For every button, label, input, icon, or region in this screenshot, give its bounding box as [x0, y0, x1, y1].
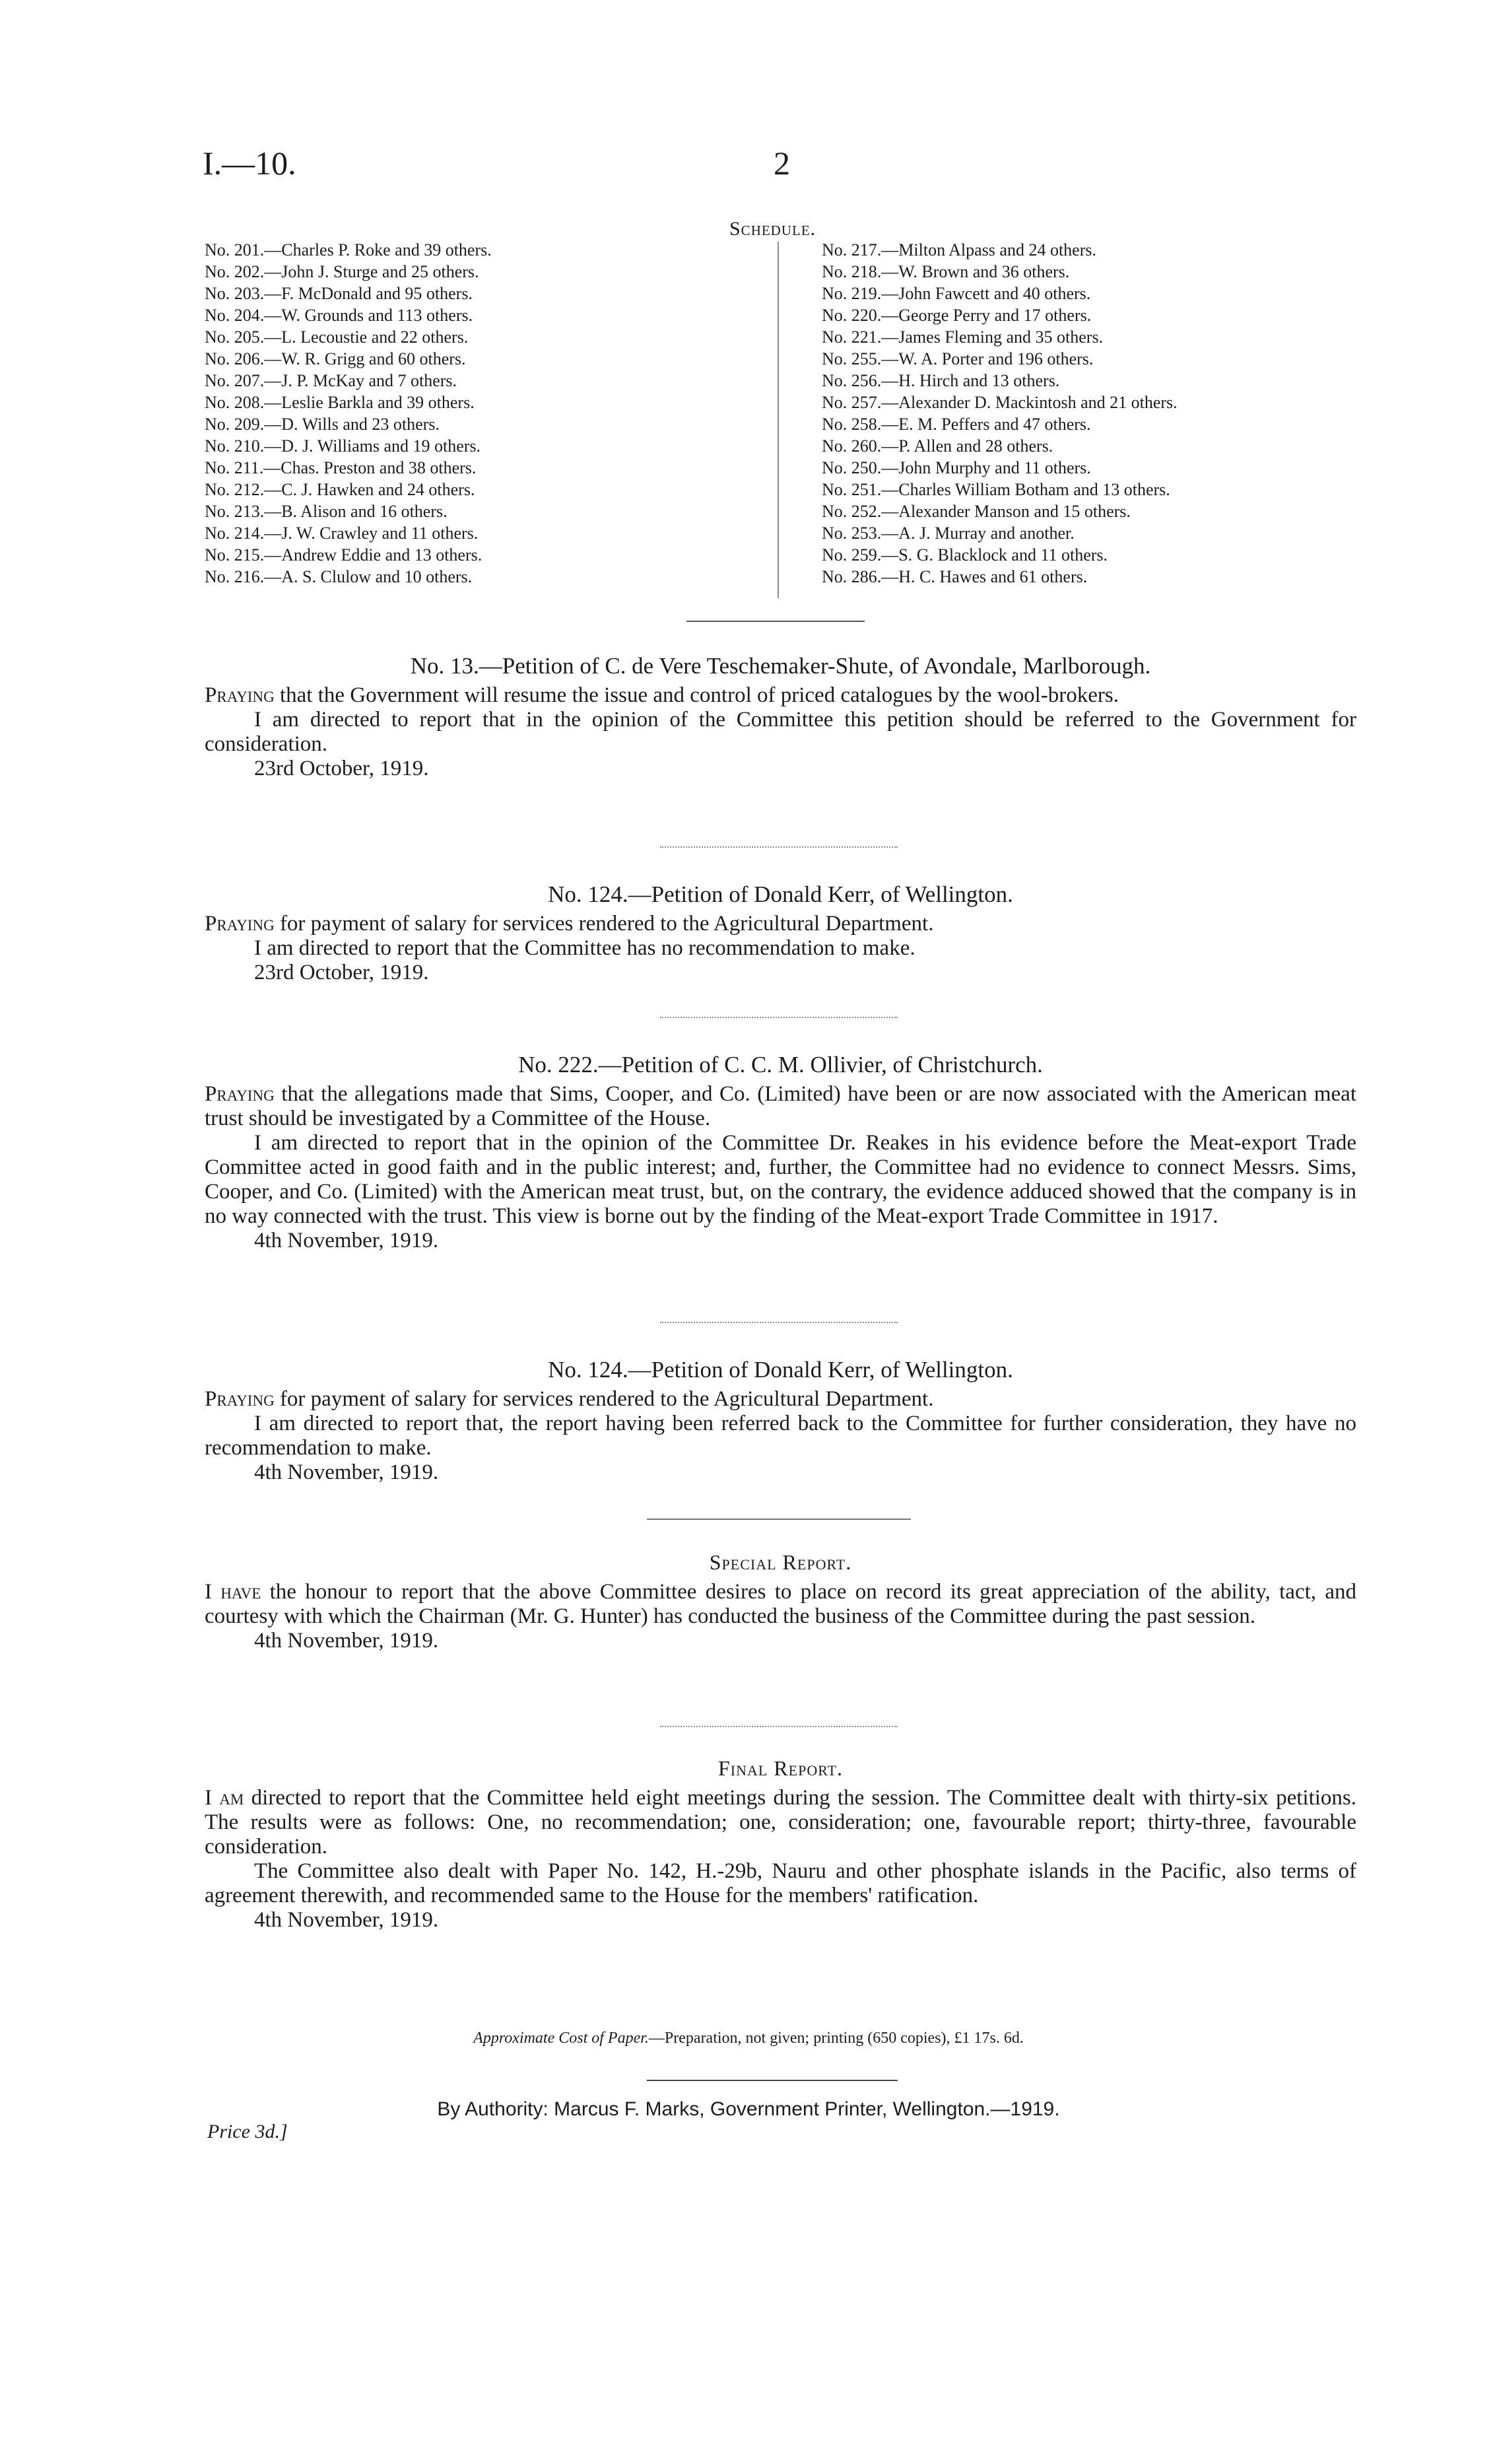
- schedule-entry: No. 258.—E. M. Peffers and 47 others.: [822, 415, 1091, 434]
- petition-124-section: [205, 882, 1356, 985]
- praying-text: that the allegations made that Sims, Cooper, and Co. (Limited) have been or are now associated with the American meat trust should be investigated by a Committee of the House.: [205, 1082, 1356, 1130]
- final-report-text: directed to report that the Committee held eight meetings during the session. The Committee dealt with thirty-six petitions. The results were as follows: One, no recommendation; one, consideration; one, favourable report; thirty-three, favourable consideration.: [205, 1786, 1356, 1859]
- schedule-entry: No. 255.—W. A. Porter and 196 others.: [822, 349, 1094, 368]
- praying-label: Praying: [205, 683, 275, 707]
- schedule-entry: No. 205.—L. Lecoustie and 22 others.: [205, 327, 469, 347]
- schedule-entry: No. 209.—D. Wills and 23 others.: [205, 415, 440, 434]
- schedule-entry: No. 217.—Milton Alpass and 24 others.: [822, 240, 1096, 259]
- printer-authority: By Authority: Marcus F. Marks, Government Printer, Wellington.—1919.: [437, 2098, 1060, 2120]
- schedule-left-column: [205, 239, 733, 588]
- petition-124-praying: [205, 912, 1356, 936]
- petition-222-section: [205, 1052, 1356, 1253]
- petition-124-further-report: I am directed to report that, the report having been referred back to the Committee for further consideration, they have no recommendation to make.: [205, 1412, 1356, 1460]
- petition-124-further-praying: [205, 1387, 1356, 1412]
- schedule-entry: No. 216.—A. S. Clulow and 10 others.: [205, 567, 473, 586]
- schedule-entry: No. 252.—Alexander Manson and 15 others.: [822, 502, 1131, 521]
- schedule-entry: No. 253.—A. J. Murray and another.: [822, 524, 1075, 543]
- schedule-entry: No. 257.—Alexander D. Mackintosh and 21 others.: [822, 393, 1178, 412]
- lead-word: I am: [205, 1786, 244, 1810]
- petition-124-date: 23rd October, 1919.: [254, 961, 429, 984]
- schedule-entry: No. 211.—Chas. Preston and 38 others.: [205, 458, 477, 477]
- special-report-body: [205, 1580, 1356, 1629]
- schedule-entry: No. 202.—John J. Sturge and 25 others.: [205, 262, 479, 281]
- final-report-body: [205, 1786, 1356, 1859]
- section-divider: [660, 1726, 898, 1727]
- schedule-right-column: [822, 239, 1350, 588]
- cost-text: —Preparation, not given; printing (650 copies), £1 17s. 6d.: [648, 2030, 1024, 2047]
- lead-word: I have: [205, 1580, 261, 1604]
- schedule-entry: No. 260.—P. Allen and 28 others.: [822, 436, 1053, 456]
- schedule-entry: No. 218.—W. Brown and 36 others.: [822, 262, 1070, 281]
- schedule-entry: No. 203.—F. McDonald and 95 others.: [205, 284, 473, 303]
- petition-222-report: I am directed to report that in the opinion of the Committee Dr. Reakes in his evidence before the Meat-export Trade Committee acted in good faith and in the public interest; and, further, the Committee had no evidence to connect Messrs. Sims, Cooper, and Co. (Limited) with the American meat trust, but, on the contrary, the evidence adduced showed that the company is in no way connected with the trust. This view is borne out by the finding of the Meat-export Trade Committee in 1917.: [205, 1131, 1356, 1228]
- schedule-entry: No. 215.—Andrew Eddie and 13 others.: [205, 545, 482, 565]
- petition-124-further-title: No. 124.—Petition of Donald Kerr, of Wellington.: [548, 1357, 1013, 1383]
- praying-label: Praying: [205, 1082, 275, 1106]
- section-divider: [660, 846, 898, 848]
- praying-text: for payment of salary for services rendered to the Agricultural Department.: [274, 1387, 934, 1411]
- section-divider: [660, 1322, 898, 1323]
- petition-124-further-date: 4th November, 1919.: [254, 1460, 439, 1484]
- price: Price 3d.]: [207, 2121, 288, 2142]
- petition-13-title: No. 13.—Petition of C. de Vere Teschemaker-Shute, of Avondale, Marlborough.: [410, 653, 1151, 679]
- schedule-entry: No. 207.—J. P. McKay and 7 others.: [205, 371, 457, 390]
- schedule-entry: No. 259.—S. G. Blacklock and 11 others.: [822, 545, 1108, 565]
- petition-222-date: 4th November, 1919.: [254, 1229, 439, 1252]
- cost-of-paper: [0, 2030, 1497, 2047]
- special-report-title: Special Report.: [709, 1550, 852, 1574]
- schedule-entry: No. 221.—James Fleming and 35 others.: [822, 327, 1104, 347]
- page-number: 2: [774, 145, 790, 182]
- schedule-entry: No. 214.—J. W. Crawley and 11 others.: [205, 524, 479, 543]
- schedule-entry: No. 201.—Charles P. Roke and 39 others.: [205, 240, 492, 259]
- cost-label: Approximate Cost of Paper.: [473, 2030, 649, 2047]
- schedule-column-divider: [778, 242, 779, 598]
- petition-222-praying: [205, 1082, 1356, 1131]
- final-report-body-2: The Committee also dealt with Paper No. 142, H.-29b, Nauru and other phosphate islands in the Pacific, also terms of agreement therewith, and recommended same to the House for the members' ratification.: [205, 1859, 1356, 1907]
- petition-13-section: [205, 654, 1356, 781]
- petition-124-further-section: [205, 1357, 1356, 1485]
- final-report-section: [205, 1756, 1356, 1933]
- schedule-entry: No. 219.—John Fawcett and 40 others.: [822, 284, 1091, 303]
- section-divider: [647, 1519, 911, 1520]
- petition-124-report: I am directed to report that the Committee has no recommendation to make.: [254, 936, 915, 960]
- final-report-title: Final Report.: [717, 1756, 844, 1780]
- praying-text: for payment of salary for services rendered to the Agricultural Department.: [274, 912, 934, 936]
- schedule-entry: No. 210.—D. J. Williams and 19 others.: [205, 436, 481, 456]
- special-report-date: 4th November, 1919.: [254, 1629, 439, 1653]
- schedule-entry: No. 212.—C. J. Hawken and 24 others.: [205, 480, 475, 499]
- schedule-entry: No. 204.—W. Grounds and 113 others.: [205, 306, 473, 325]
- praying-label: Praying: [205, 1387, 275, 1411]
- petition-124-title: No. 124.—Petition of Donald Kerr, of Wellington.: [548, 881, 1013, 907]
- final-report-date: 4th November, 1919.: [254, 1908, 439, 1932]
- schedule-entry: No. 256.—H. Hirch and 13 others.: [822, 371, 1060, 390]
- petition-13-report: I am directed to report that in the opinion of the Committee this petition should be referred to the Government for consideration.: [205, 708, 1356, 756]
- section-divider: [686, 621, 865, 622]
- schedule-entry: No. 206.—W. R. Grigg and 60 others.: [205, 349, 466, 368]
- schedule-title: Schedule.: [729, 218, 816, 240]
- petition-222-title: No. 222.—Petition of C. C. M. Ollivier, of Christchurch.: [518, 1052, 1043, 1078]
- petition-13-date: 23rd October, 1919.: [254, 757, 429, 780]
- schedule-entry: No. 286.—H. C. Hawes and 61 others.: [822, 567, 1088, 586]
- schedule-entry: No. 250.—John Murphy and 11 others.: [822, 458, 1091, 477]
- praying-label: Praying: [205, 912, 275, 936]
- praying-text: that the Government will resume the issue and control of priced catalogues by the wool-brokers.: [274, 683, 1119, 707]
- petition-13-praying: [205, 683, 1356, 708]
- schedule-entry: No. 213.—B. Alison and 16 others.: [205, 502, 448, 521]
- special-report-section: [205, 1550, 1356, 1653]
- footer-divider: [647, 2080, 898, 2081]
- schedule-entry: No. 220.—George Perry and 17 others.: [822, 306, 1092, 325]
- section-divider: [660, 1017, 898, 1018]
- document-reference: I.—10.: [203, 145, 296, 182]
- special-report-text: the honour to report that the above Committee desires to place on record its great appreciation of the ability, tact, and courtesy with which the Chairman (Mr. G. Hunter) has conducted the business of the Committee during the past session.: [205, 1580, 1357, 1628]
- schedule-entry: No. 208.—Leslie Barkla and 39 others.: [205, 393, 475, 412]
- schedule-entry: No. 251.—Charles William Botham and 13 others.: [822, 480, 1170, 499]
